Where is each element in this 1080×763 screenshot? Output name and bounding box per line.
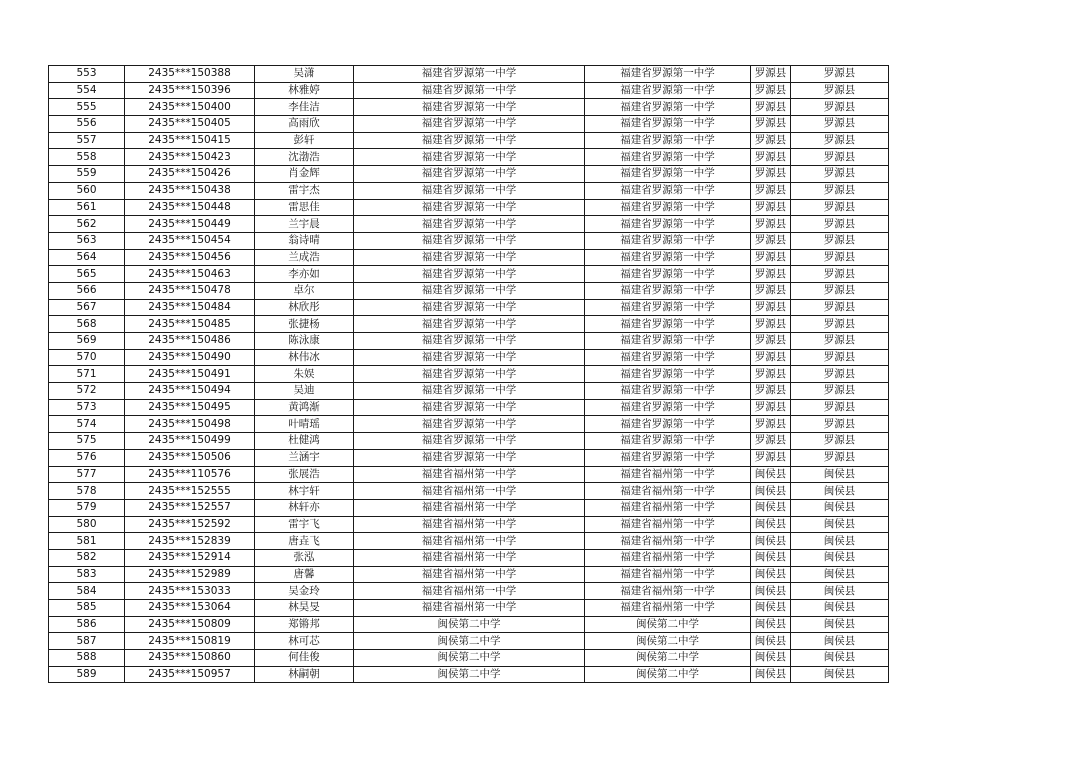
student-name-cell: 林轩亦	[255, 499, 354, 516]
table-row	[49, 666, 889, 683]
school-cell: 福建省罗源第一中学	[354, 216, 585, 233]
admission-school-cell: 福建省罗源第一中学	[585, 333, 751, 350]
row-number-cell: 582	[49, 549, 125, 566]
district-cell: 罗源县	[791, 449, 889, 466]
row-number-cell: 588	[49, 650, 125, 667]
student-name-cell: 杜健鸿	[255, 433, 354, 450]
student-name-cell: 卓尔	[255, 282, 354, 299]
admission-school-cell: 福建省福州第一中学	[585, 499, 751, 516]
admission-school-cell: 闽侯第二中学	[585, 666, 751, 683]
district-cell: 罗源县	[791, 199, 889, 216]
district-cell: 罗源县	[791, 166, 889, 183]
district-cell: 罗源县	[791, 249, 889, 266]
county-cell: 罗源县	[751, 433, 791, 450]
district-cell: 罗源县	[791, 416, 889, 433]
table-row	[49, 366, 889, 383]
county-cell: 罗源县	[751, 449, 791, 466]
table-row	[49, 616, 889, 633]
school-cell: 福建省罗源第一中学	[354, 299, 585, 316]
student-name-cell: 张展浩	[255, 466, 354, 483]
exam-id-cell: 2435***150506	[125, 449, 255, 466]
student-name-cell: 雷宇飞	[255, 516, 354, 533]
exam-id-cell: 2435***150819	[125, 633, 255, 650]
exam-id-cell: 2435***150400	[125, 99, 255, 116]
county-cell: 罗源县	[751, 366, 791, 383]
district-cell: 闽侯县	[791, 600, 889, 617]
county-cell: 罗源县	[751, 399, 791, 416]
district-cell: 罗源县	[791, 99, 889, 116]
table-row	[49, 633, 889, 650]
school-cell: 福建省福州第一中学	[354, 566, 585, 583]
district-cell: 罗源县	[791, 282, 889, 299]
admission-school-cell: 福建省福州第一中学	[585, 533, 751, 550]
student-name-cell: 林宇轩	[255, 483, 354, 500]
school-cell: 福建省福州第一中学	[354, 499, 585, 516]
admission-school-cell: 福建省罗源第一中学	[585, 266, 751, 283]
student-name-cell: 彭轩	[255, 132, 354, 149]
student-name-cell: 唐馨	[255, 566, 354, 583]
admission-school-cell: 福建省罗源第一中学	[585, 316, 751, 333]
district-cell: 闽侯县	[791, 616, 889, 633]
admission-school-cell: 福建省罗源第一中学	[585, 116, 751, 133]
school-cell: 福建省罗源第一中学	[354, 399, 585, 416]
row-number-cell: 569	[49, 333, 125, 350]
district-cell: 罗源县	[791, 132, 889, 149]
county-cell: 罗源县	[751, 249, 791, 266]
admission-school-cell: 福建省罗源第一中学	[585, 199, 751, 216]
exam-id-cell: 2435***150454	[125, 232, 255, 249]
row-number-cell: 576	[49, 449, 125, 466]
exam-id-cell: 2435***150498	[125, 416, 255, 433]
school-cell: 福建省罗源第一中学	[354, 99, 585, 116]
district-cell: 罗源县	[791, 82, 889, 99]
table-row	[49, 116, 889, 133]
school-cell: 福建省罗源第一中学	[354, 316, 585, 333]
county-cell: 罗源县	[751, 316, 791, 333]
admission-school-cell: 福建省罗源第一中学	[585, 433, 751, 450]
exam-id-cell: 2435***150491	[125, 366, 255, 383]
school-cell: 福建省罗源第一中学	[354, 383, 585, 400]
county-cell: 闽侯县	[751, 499, 791, 516]
row-number-cell: 560	[49, 182, 125, 199]
school-cell: 福建省福州第一中学	[354, 549, 585, 566]
student-name-cell: 陈泳康	[255, 333, 354, 350]
table-row	[49, 449, 889, 466]
county-cell: 闽侯县	[751, 583, 791, 600]
table-row	[49, 132, 889, 149]
school-cell: 闽侯第二中学	[354, 633, 585, 650]
table-row	[49, 182, 889, 199]
county-cell: 罗源县	[751, 116, 791, 133]
exam-id-cell: 2435***150448	[125, 199, 255, 216]
county-cell: 闽侯县	[751, 633, 791, 650]
school-cell: 福建省福州第一中学	[354, 533, 585, 550]
row-number-cell: 579	[49, 499, 125, 516]
table-row	[49, 483, 889, 500]
row-number-cell: 577	[49, 466, 125, 483]
table-row	[49, 266, 889, 283]
admission-school-cell: 福建省罗源第一中学	[585, 366, 751, 383]
exam-id-cell: 2435***150860	[125, 650, 255, 667]
admission-list-table	[48, 65, 889, 683]
school-cell: 福建省罗源第一中学	[354, 66, 585, 83]
row-number-cell: 581	[49, 533, 125, 550]
county-cell: 罗源县	[751, 166, 791, 183]
district-cell: 罗源县	[791, 116, 889, 133]
school-cell: 福建省罗源第一中学	[354, 149, 585, 166]
student-name-cell: 朱娱	[255, 366, 354, 383]
student-name-cell: 林欣彤	[255, 299, 354, 316]
row-number-cell: 574	[49, 416, 125, 433]
exam-id-cell: 2435***150426	[125, 166, 255, 183]
row-number-cell: 580	[49, 516, 125, 533]
county-cell: 闽侯县	[751, 549, 791, 566]
table-row	[49, 499, 889, 516]
county-cell: 闽侯县	[751, 600, 791, 617]
exam-id-cell: 2435***150396	[125, 82, 255, 99]
student-name-cell: 沈渤浩	[255, 149, 354, 166]
student-name-cell: 何佳俊	[255, 650, 354, 667]
student-name-cell: 郑锵邦	[255, 616, 354, 633]
exam-id-cell: 2435***150478	[125, 282, 255, 299]
county-cell: 闽侯县	[751, 666, 791, 683]
exam-id-cell: 2435***150499	[125, 433, 255, 450]
exam-id-cell: 2435***150809	[125, 616, 255, 633]
student-name-cell: 兰涵宇	[255, 449, 354, 466]
student-name-cell: 高雨欣	[255, 116, 354, 133]
school-cell: 福建省罗源第一中学	[354, 249, 585, 266]
exam-id-cell: 2435***152989	[125, 566, 255, 583]
admission-school-cell: 福建省福州第一中学	[585, 549, 751, 566]
admission-school-cell: 福建省福州第一中学	[585, 600, 751, 617]
admission-school-cell: 福建省罗源第一中学	[585, 99, 751, 116]
school-cell: 福建省罗源第一中学	[354, 349, 585, 366]
exam-id-cell: 2435***152839	[125, 533, 255, 550]
county-cell: 闽侯县	[751, 650, 791, 667]
row-number-cell: 558	[49, 149, 125, 166]
exam-id-cell: 2435***110576	[125, 466, 255, 483]
table-row	[49, 466, 889, 483]
school-cell: 福建省福州第一中学	[354, 583, 585, 600]
school-cell: 福建省罗源第一中学	[354, 199, 585, 216]
school-cell: 福建省罗源第一中学	[354, 449, 585, 466]
row-number-cell: 575	[49, 433, 125, 450]
county-cell: 罗源县	[751, 182, 791, 199]
district-cell: 闽侯县	[791, 466, 889, 483]
student-name-cell: 唐垚飞	[255, 533, 354, 550]
school-cell: 福建省福州第一中学	[354, 483, 585, 500]
table-row	[49, 82, 889, 99]
district-cell: 罗源县	[791, 266, 889, 283]
school-cell: 福建省罗源第一中学	[354, 333, 585, 350]
table-row	[49, 299, 889, 316]
student-name-cell: 林雅婷	[255, 82, 354, 99]
table-row	[49, 349, 889, 366]
row-number-cell: 557	[49, 132, 125, 149]
row-number-cell: 589	[49, 666, 125, 683]
district-cell: 闽侯县	[791, 633, 889, 650]
row-number-cell: 559	[49, 166, 125, 183]
table-row	[49, 216, 889, 233]
table-row	[49, 66, 889, 83]
district-cell: 罗源县	[791, 316, 889, 333]
county-cell: 闽侯县	[751, 533, 791, 550]
county-cell: 罗源县	[751, 282, 791, 299]
admission-school-cell: 福建省罗源第一中学	[585, 216, 751, 233]
district-cell: 罗源县	[791, 66, 889, 83]
exam-id-cell: 2435***150484	[125, 299, 255, 316]
row-number-cell: 572	[49, 383, 125, 400]
admission-school-cell: 福建省罗源第一中学	[585, 416, 751, 433]
district-cell: 闽侯县	[791, 583, 889, 600]
school-cell: 福建省罗源第一中学	[354, 433, 585, 450]
admission-school-cell: 福建省罗源第一中学	[585, 383, 751, 400]
admission-school-cell: 闽侯第二中学	[585, 633, 751, 650]
admission-school-cell: 福建省罗源第一中学	[585, 282, 751, 299]
district-cell: 闽侯县	[791, 566, 889, 583]
district-cell: 闽侯县	[791, 666, 889, 683]
admission-school-cell: 福建省福州第一中学	[585, 483, 751, 500]
row-number-cell: 556	[49, 116, 125, 133]
table-row	[49, 650, 889, 667]
admission-school-cell: 闽侯第二中学	[585, 650, 751, 667]
table-row	[49, 282, 889, 299]
admission-school-cell: 福建省福州第一中学	[585, 583, 751, 600]
district-cell: 闽侯县	[791, 533, 889, 550]
student-name-cell: 翁诗晴	[255, 232, 354, 249]
table-row	[49, 333, 889, 350]
exam-id-cell: 2435***150957	[125, 666, 255, 683]
table-row	[49, 433, 889, 450]
admission-school-cell: 福建省福州第一中学	[585, 566, 751, 583]
table-row	[49, 149, 889, 166]
district-cell: 罗源县	[791, 366, 889, 383]
school-cell: 福建省罗源第一中学	[354, 282, 585, 299]
county-cell: 罗源县	[751, 199, 791, 216]
district-cell: 闽侯县	[791, 549, 889, 566]
student-name-cell: 吴迪	[255, 383, 354, 400]
school-cell: 闽侯第二中学	[354, 616, 585, 633]
table-row	[49, 583, 889, 600]
row-number-cell: 553	[49, 66, 125, 83]
exam-id-cell: 2435***150438	[125, 182, 255, 199]
row-number-cell: 585	[49, 600, 125, 617]
exam-id-cell: 2435***150405	[125, 116, 255, 133]
row-number-cell: 583	[49, 566, 125, 583]
student-name-cell: 张捷杨	[255, 316, 354, 333]
county-cell: 闽侯县	[751, 566, 791, 583]
exam-id-cell: 2435***152592	[125, 516, 255, 533]
row-number-cell: 565	[49, 266, 125, 283]
row-number-cell: 587	[49, 633, 125, 650]
row-number-cell: 567	[49, 299, 125, 316]
district-cell: 闽侯县	[791, 499, 889, 516]
county-cell: 罗源县	[751, 132, 791, 149]
admission-school-cell: 福建省罗源第一中学	[585, 249, 751, 266]
district-cell: 罗源县	[791, 299, 889, 316]
district-cell: 罗源县	[791, 149, 889, 166]
table-row	[49, 383, 889, 400]
row-number-cell: 562	[49, 216, 125, 233]
table-row	[49, 232, 889, 249]
student-name-cell: 李亦如	[255, 266, 354, 283]
table-row	[49, 199, 889, 216]
row-number-cell: 573	[49, 399, 125, 416]
table-row	[49, 399, 889, 416]
county-cell: 闽侯县	[751, 516, 791, 533]
row-number-cell: 566	[49, 282, 125, 299]
school-cell: 福建省罗源第一中学	[354, 182, 585, 199]
district-cell: 罗源县	[791, 333, 889, 350]
county-cell: 罗源县	[751, 266, 791, 283]
row-number-cell: 584	[49, 583, 125, 600]
county-cell: 罗源县	[751, 216, 791, 233]
table-row	[49, 166, 889, 183]
admission-school-cell: 闽侯第二中学	[585, 616, 751, 633]
district-cell: 闽侯县	[791, 516, 889, 533]
school-cell: 福建省罗源第一中学	[354, 266, 585, 283]
student-name-cell: 吴金玲	[255, 583, 354, 600]
student-name-cell: 林嗣朝	[255, 666, 354, 683]
student-name-cell: 叶晴瑶	[255, 416, 354, 433]
admission-school-cell: 福建省罗源第一中学	[585, 132, 751, 149]
row-number-cell: 570	[49, 349, 125, 366]
exam-id-cell: 2435***150490	[125, 349, 255, 366]
district-cell: 罗源县	[791, 216, 889, 233]
table-row	[49, 566, 889, 583]
admission-school-cell: 福建省罗源第一中学	[585, 149, 751, 166]
district-cell: 罗源县	[791, 182, 889, 199]
exam-id-cell: 2435***150423	[125, 149, 255, 166]
admission-school-cell: 福建省罗源第一中学	[585, 232, 751, 249]
table-row	[49, 416, 889, 433]
table-row	[49, 533, 889, 550]
school-cell: 福建省福州第一中学	[354, 466, 585, 483]
admission-school-cell: 福建省罗源第一中学	[585, 182, 751, 199]
row-number-cell: 586	[49, 616, 125, 633]
student-name-cell: 林可芯	[255, 633, 354, 650]
exam-id-cell: 2435***153064	[125, 600, 255, 617]
school-cell: 福建省罗源第一中学	[354, 82, 585, 99]
school-cell: 福建省罗源第一中学	[354, 232, 585, 249]
row-number-cell: 563	[49, 232, 125, 249]
student-name-cell: 吴潇	[255, 66, 354, 83]
exam-id-cell: 2435***150463	[125, 266, 255, 283]
table-row	[49, 316, 889, 333]
student-name-cell: 李佳洁	[255, 99, 354, 116]
county-cell: 罗源县	[751, 333, 791, 350]
student-name-cell: 雷思佳	[255, 199, 354, 216]
exam-id-cell: 2435***150415	[125, 132, 255, 149]
admission-school-cell: 福建省罗源第一中学	[585, 299, 751, 316]
county-cell: 闽侯县	[751, 483, 791, 500]
exam-id-cell: 2435***150485	[125, 316, 255, 333]
county-cell: 罗源县	[751, 66, 791, 83]
district-cell: 罗源县	[791, 383, 889, 400]
admission-school-cell: 福建省福州第一中学	[585, 466, 751, 483]
district-cell: 闽侯县	[791, 650, 889, 667]
county-cell: 罗源县	[751, 99, 791, 116]
admission-school-cell: 福建省罗源第一中学	[585, 66, 751, 83]
table-row	[49, 549, 889, 566]
exam-id-cell: 2435***153033	[125, 583, 255, 600]
school-cell: 福建省罗源第一中学	[354, 366, 585, 383]
county-cell: 罗源县	[751, 82, 791, 99]
row-number-cell: 561	[49, 199, 125, 216]
row-number-cell: 555	[49, 99, 125, 116]
district-cell: 罗源县	[791, 349, 889, 366]
admission-school-cell: 福建省罗源第一中学	[585, 166, 751, 183]
table-body	[49, 66, 889, 683]
county-cell: 罗源县	[751, 416, 791, 433]
exam-id-cell: 2435***152557	[125, 499, 255, 516]
exam-id-cell: 2435***152914	[125, 549, 255, 566]
district-cell: 罗源县	[791, 232, 889, 249]
student-name-cell: 雷宇杰	[255, 182, 354, 199]
county-cell: 罗源县	[751, 232, 791, 249]
county-cell: 罗源县	[751, 299, 791, 316]
admission-school-cell: 福建省罗源第一中学	[585, 399, 751, 416]
exam-id-cell: 2435***150495	[125, 399, 255, 416]
student-name-cell: 林伟冰	[255, 349, 354, 366]
row-number-cell: 568	[49, 316, 125, 333]
county-cell: 罗源县	[751, 349, 791, 366]
school-cell: 福建省罗源第一中学	[354, 132, 585, 149]
school-cell: 福建省罗源第一中学	[354, 116, 585, 133]
student-name-cell: 林昊旻	[255, 600, 354, 617]
student-name-cell: 黄鸿渐	[255, 399, 354, 416]
exam-id-cell: 2435***150456	[125, 249, 255, 266]
row-number-cell: 578	[49, 483, 125, 500]
student-name-cell: 肖金辉	[255, 166, 354, 183]
student-name-cell: 兰成浩	[255, 249, 354, 266]
table-row	[49, 249, 889, 266]
school-cell: 福建省罗源第一中学	[354, 416, 585, 433]
admission-school-cell: 福建省罗源第一中学	[585, 349, 751, 366]
row-number-cell: 564	[49, 249, 125, 266]
county-cell: 闽侯县	[751, 466, 791, 483]
school-cell: 福建省罗源第一中学	[354, 166, 585, 183]
exam-id-cell: 2435***150449	[125, 216, 255, 233]
student-name-cell: 兰宇晨	[255, 216, 354, 233]
school-cell: 福建省福州第一中学	[354, 600, 585, 617]
school-cell: 闽侯第二中学	[354, 666, 585, 683]
county-cell: 罗源县	[751, 383, 791, 400]
district-cell: 罗源县	[791, 433, 889, 450]
exam-id-cell: 2435***152555	[125, 483, 255, 500]
admission-school-cell: 福建省罗源第一中学	[585, 82, 751, 99]
table-row	[49, 600, 889, 617]
row-number-cell: 554	[49, 82, 125, 99]
exam-id-cell: 2435***150494	[125, 383, 255, 400]
county-cell: 闽侯县	[751, 616, 791, 633]
exam-id-cell: 2435***150486	[125, 333, 255, 350]
school-cell: 闽侯第二中学	[354, 650, 585, 667]
admission-school-cell: 福建省罗源第一中学	[585, 449, 751, 466]
county-cell: 罗源县	[751, 149, 791, 166]
student-name-cell: 张泓	[255, 549, 354, 566]
table-row	[49, 99, 889, 116]
admission-school-cell: 福建省福州第一中学	[585, 516, 751, 533]
district-cell: 闽侯县	[791, 483, 889, 500]
table-row	[49, 516, 889, 533]
exam-id-cell: 2435***150388	[125, 66, 255, 83]
district-cell: 罗源县	[791, 399, 889, 416]
row-number-cell: 571	[49, 366, 125, 383]
school-cell: 福建省福州第一中学	[354, 516, 585, 533]
